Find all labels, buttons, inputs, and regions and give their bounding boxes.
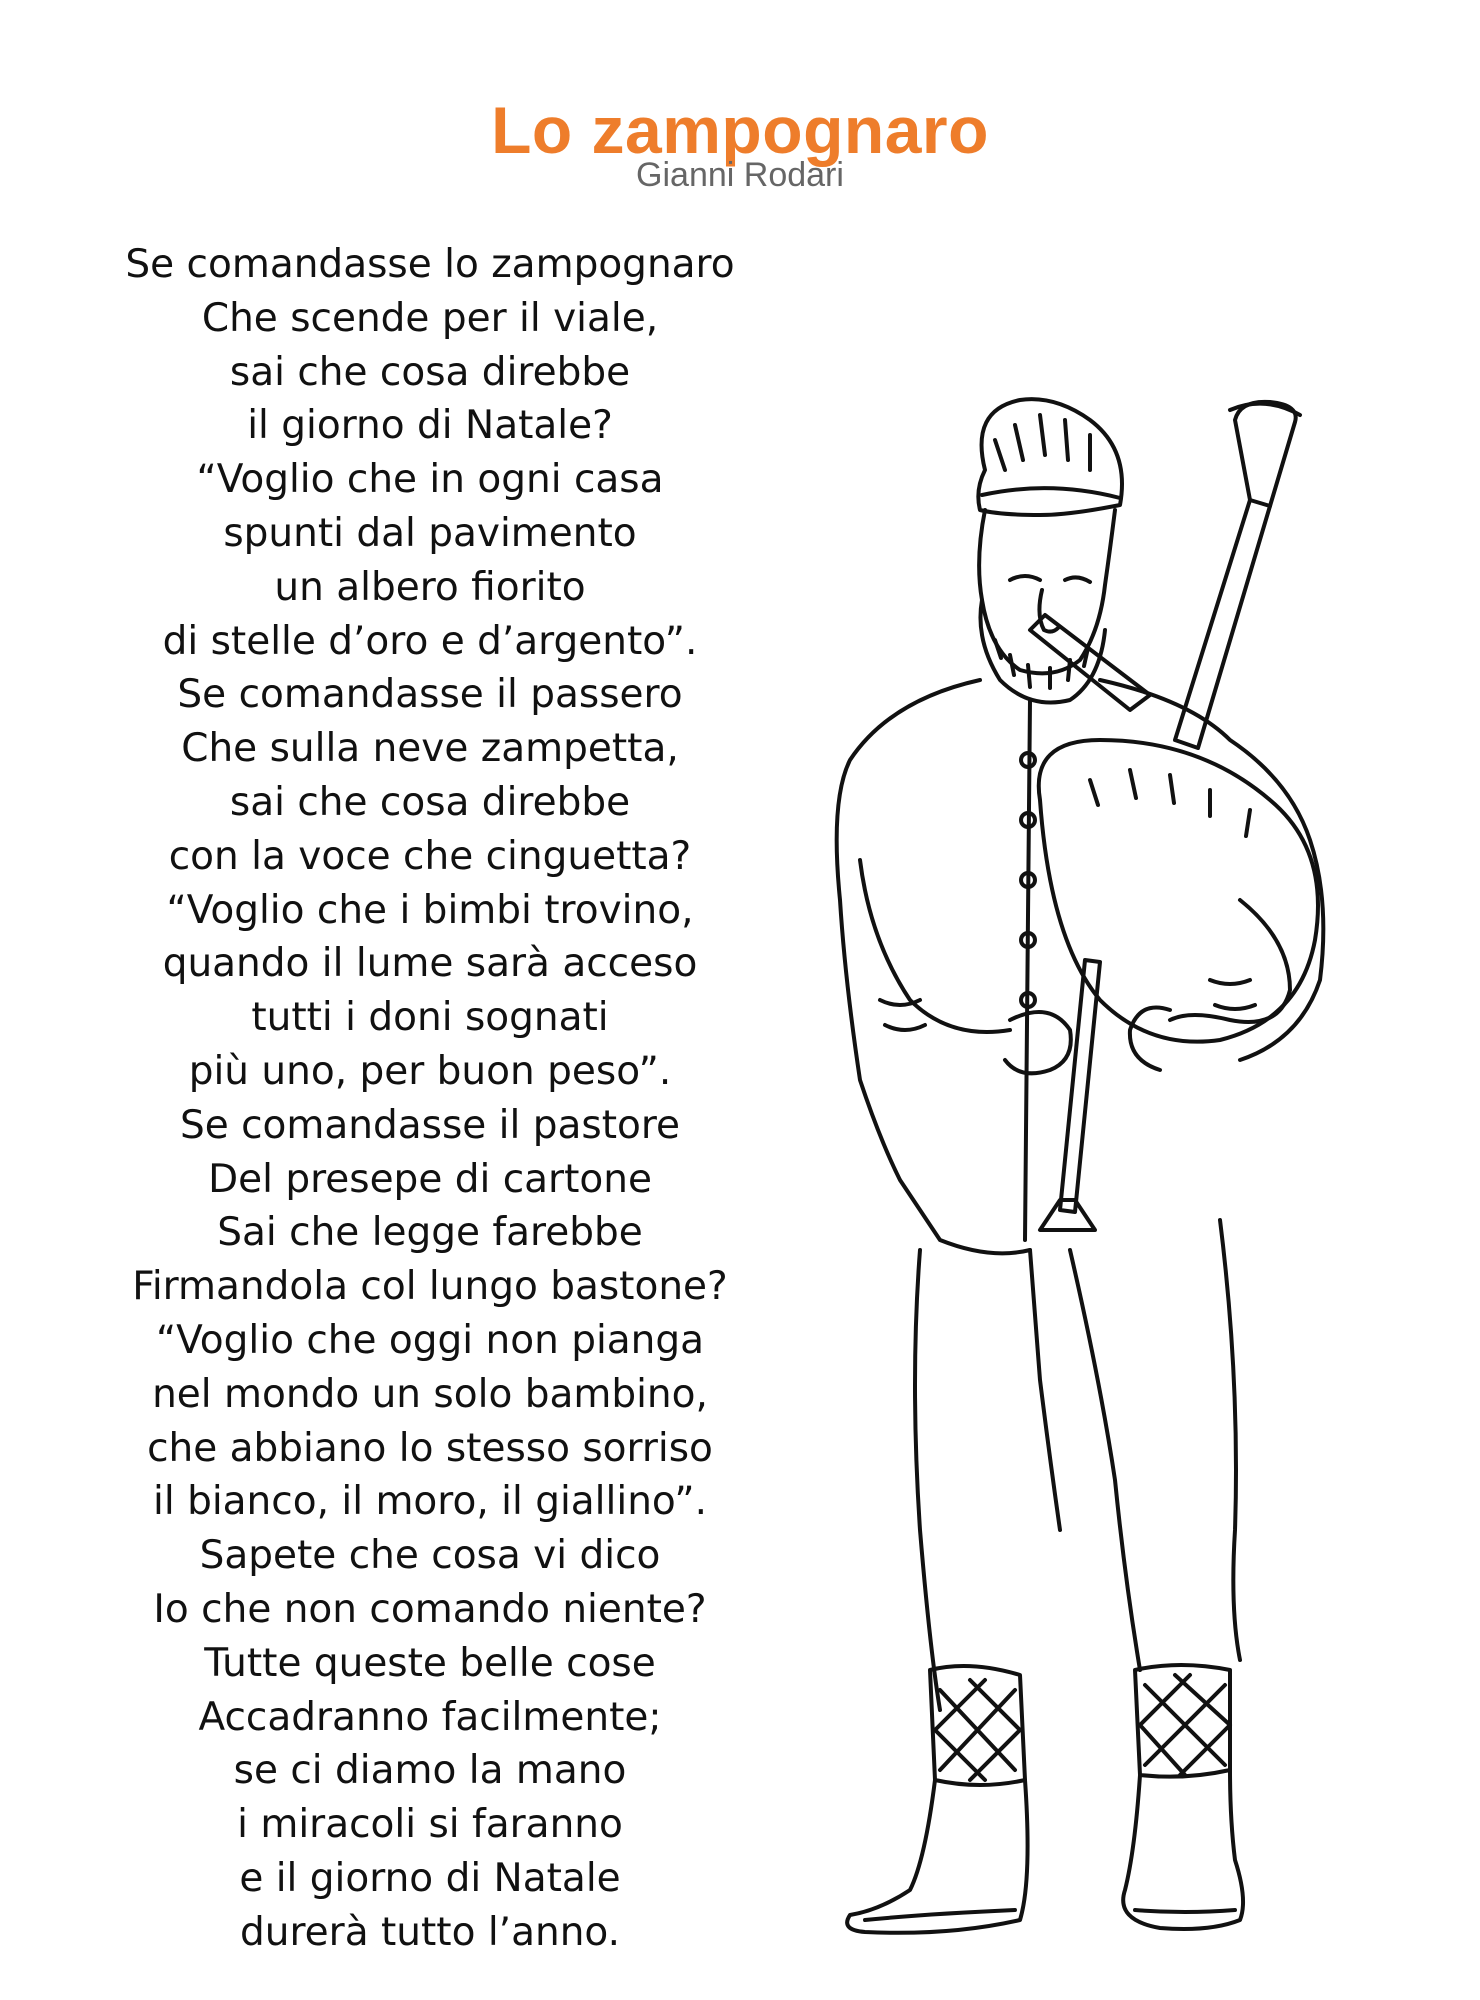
poem-author: Gianni Rodari [636,156,844,194]
poem-line: sai che cosa direbbe [229,779,631,825]
poem-line: Firmandola col lungo bastone? [132,1264,728,1310]
poem-text [60,238,800,1960]
poem-line: più uno, per buon peso”. [188,1048,672,1094]
poem-line: “Voglio che oggi non pianga [155,1317,705,1363]
poem-line: il giorno di Natale? [247,403,613,449]
poem-line: Accadranno facilmente; [198,1694,662,1740]
poem-line: i miracoli si faranno [237,1802,623,1848]
poem-line: e il giorno di Natale [239,1855,621,1901]
poem-line: “Voglio che in ogni casa [196,457,664,503]
poem-line: se ci diamo la mano [233,1748,627,1794]
poem-line: Che scende per il viale, [201,295,659,341]
poem-line: Del presepe di cartone [208,1156,652,1202]
poem-line: Sai che legge farebbe [217,1210,643,1256]
poem-line: di stelle d’oro e d’argento”. [162,618,698,664]
poem-line: Se comandasse il pastore [179,1102,681,1148]
poem-line: il bianco, il moro, il giallino”. [153,1479,707,1525]
poem-line: tutti i doni sognati [251,995,609,1041]
poem-line: spunti dal pavimento [223,510,637,556]
poem-line: sai che cosa direbbe [229,349,631,395]
poem-line: Se comandasse il passero [177,672,683,718]
poem-line: nel mondo un solo bambino, [152,1371,708,1417]
poem-line: che abbiano lo stesso sorriso [147,1425,713,1471]
poem-line: un albero fiorito [274,564,586,610]
poem-title: Lo zampognaro [491,93,989,168]
poem-line: Sapete che cosa vi dico [199,1533,661,1579]
poem-line: quando il lume sarà acceso [162,941,698,987]
poem-line: Tutte queste belle cose [204,1640,656,1686]
poem-line: “Voglio che i bimbi trovino, [166,887,694,933]
poem-line: Che sulla neve zampetta, [181,726,679,772]
poem-line: Se comandasse lo zampognaro [125,242,735,287]
poem-line: durerà tutto l’anno. [240,1909,620,1955]
poem-line: con la voce che cinguetta? [168,833,692,879]
bagpiper-illustration [770,380,1420,1940]
poem-line: Io che non comando niente? [153,1586,707,1632]
